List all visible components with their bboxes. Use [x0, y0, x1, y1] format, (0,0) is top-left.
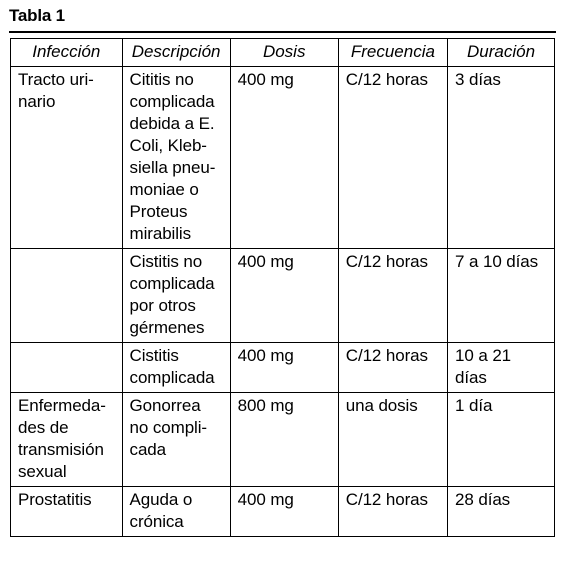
- cell-duracion: 1 día: [448, 393, 555, 487]
- caption-rule: [9, 31, 556, 33]
- header-frecuencia: Frecuencia: [338, 39, 447, 67]
- cell-duracion: 7 a 10 días: [448, 249, 555, 343]
- cell-frecuencia: C/12 horas: [338, 343, 447, 393]
- cell-dosis: 800 mg: [230, 393, 338, 487]
- cell-frecuencia: C/12 horas: [338, 249, 447, 343]
- cell-descripcion: Aguda o crónica: [122, 487, 230, 537]
- cell-duracion: 3 días: [448, 67, 555, 249]
- cell-frecuencia: una dosis: [338, 393, 447, 487]
- cell-infeccion: Enfermeda- des de transmisión sexual: [11, 393, 123, 487]
- cell-descripcion: Cistitis complicada: [122, 343, 230, 393]
- cell-dosis: 400 mg: [230, 487, 338, 537]
- cell-frecuencia: C/12 horas: [338, 67, 447, 249]
- table-row: [11, 67, 555, 249]
- header-dosis: Dosis: [230, 39, 338, 67]
- table-caption: Tabla 1: [9, 6, 65, 25]
- cell-infeccion: [11, 343, 123, 393]
- cell-infeccion: Tracto uri- nario: [11, 67, 123, 249]
- cell-dosis: 400 mg: [230, 249, 338, 343]
- cell-descripcion: Cistitis no complicada por otros gérmenes: [122, 249, 230, 343]
- header-descripcion: Descripción: [122, 39, 230, 67]
- header-infeccion: Infección: [11, 39, 123, 67]
- cell-dosis: 400 mg: [230, 67, 338, 249]
- cell-duracion: 10 a 21 días: [448, 343, 555, 393]
- cell-descripcion: Cititis no complicada debida a E. Coli, Kleb- siella pneu- moniae o Proteus mirabilis: [122, 67, 230, 249]
- table-row: [11, 249, 555, 343]
- header-duracion: Duración: [448, 39, 555, 67]
- dosage-table: [10, 38, 555, 537]
- table-row: [11, 393, 555, 487]
- cell-duracion: 28 días: [448, 487, 555, 537]
- cell-infeccion: Prostatitis: [11, 487, 123, 537]
- cell-dosis: 400 mg: [230, 343, 338, 393]
- table-header-row: [11, 39, 555, 67]
- cell-descripcion: Gonorrea no compli- cada: [122, 393, 230, 487]
- cell-frecuencia: C/12 horas: [338, 487, 447, 537]
- table-row: [11, 487, 555, 537]
- table-row: [11, 343, 555, 393]
- cell-infeccion: [11, 249, 123, 343]
